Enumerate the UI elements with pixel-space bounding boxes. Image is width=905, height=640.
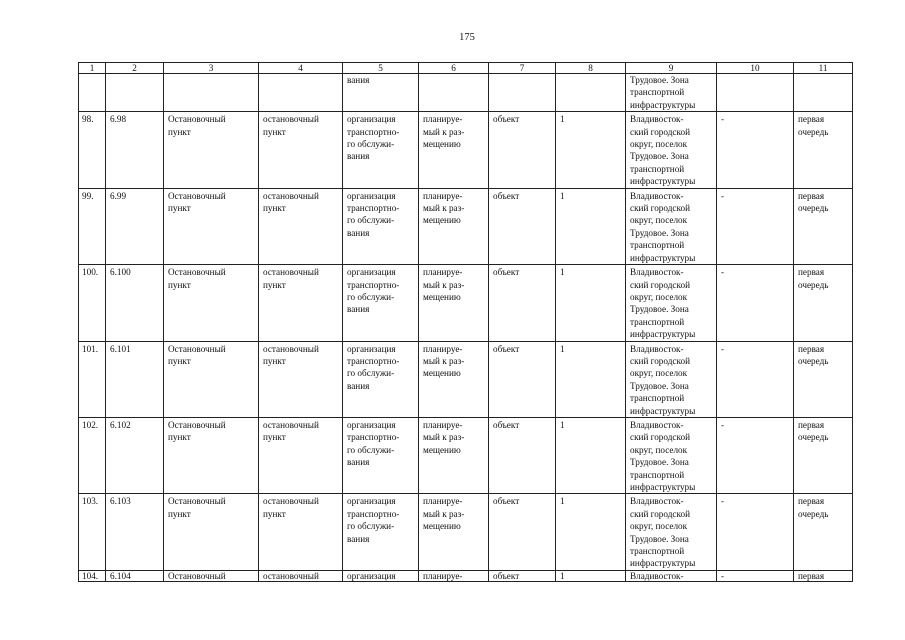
cell-col-zone: - [717, 341, 794, 417]
cell-col-num: 99. [79, 188, 106, 264]
cell-col-purpose: организация транспортно- го обслужи- вания [343, 265, 419, 341]
table-row-continuation [79, 74, 853, 112]
cell-col-status: 6 [419, 63, 489, 74]
cell-col-num: 1 [79, 63, 106, 74]
cell-col-num: 102. [79, 417, 106, 493]
cell-col-name: Остановочный пункт [164, 112, 259, 188]
cell-col-unit: объект [489, 417, 556, 493]
cell-col-qty [556, 74, 626, 112]
cell-col-name [164, 74, 259, 112]
cell-col-stage: первая очередь [794, 417, 853, 493]
cell-col-type: остановочный пункт [259, 494, 343, 570]
cell-col-type [259, 74, 343, 112]
cell-col-status: планируе- [419, 570, 489, 581]
cell-col-num: 103. [79, 494, 106, 570]
cell-col-code: 6.104 [106, 570, 164, 581]
table-row [79, 265, 853, 341]
cell-col-code: 2 [106, 63, 164, 74]
cell-col-name: Остановочный пункт [164, 265, 259, 341]
cell-col-status: планируе- мый к раз- мещению [419, 265, 489, 341]
cell-col-stage: 11 [794, 63, 853, 74]
cell-col-purpose: организация транспортно- го обслужи- вания [343, 112, 419, 188]
table-row [79, 417, 853, 493]
cell-col-purpose: вания [343, 74, 419, 112]
cell-col-qty: 1 [556, 570, 626, 581]
cell-col-name: Остановочный пункт [164, 341, 259, 417]
cell-col-unit [489, 74, 556, 112]
cell-col-name: Остановочный [164, 570, 259, 581]
cell-col-location: Владивосток- ский городской округ, поселок Трудовое. Зона транспортной инфраструктуры [626, 112, 717, 188]
cell-col-qty: 1 [556, 494, 626, 570]
cell-col-unit: объект [489, 188, 556, 264]
cell-col-name: Остановочный пункт [164, 417, 259, 493]
cell-col-zone: - [717, 570, 794, 581]
cell-col-num: 98. [79, 112, 106, 188]
cell-col-zone: - [717, 112, 794, 188]
cell-col-type: остановочный [259, 570, 343, 581]
cell-col-qty: 1 [556, 188, 626, 264]
cell-col-code: 6.103 [106, 494, 164, 570]
cell-col-code: 6.101 [106, 341, 164, 417]
cell-col-type: остановочный пункт [259, 265, 343, 341]
cell-col-name: 3 [164, 63, 259, 74]
cell-col-purpose: организация транспортно- го обслужи- вания [343, 417, 419, 493]
cell-col-location: Трудовое. Зона транспортной инфраструктуры [626, 74, 717, 112]
cell-col-unit: объект [489, 112, 556, 188]
cell-col-stage [794, 74, 853, 112]
cell-col-zone: 10 [717, 63, 794, 74]
cell-col-location: Владивосток- ский городской округ, поселок Трудовое. Зона транспортной инфраструктуры [626, 494, 717, 570]
cell-col-unit: объект [489, 341, 556, 417]
cell-col-code: 6.100 [106, 265, 164, 341]
cell-col-purpose: организация [343, 570, 419, 581]
cell-col-code: 6.99 [106, 188, 164, 264]
table-row [79, 112, 853, 188]
cell-col-qty: 1 [556, 112, 626, 188]
table-row [79, 188, 853, 264]
cell-col-purpose: организация транспортно- го обслужи- вания [343, 188, 419, 264]
cell-col-code: 6.102 [106, 417, 164, 493]
cell-col-type: остановочный пункт [259, 112, 343, 188]
cell-col-num: 104. [79, 570, 106, 581]
cell-col-qty: 1 [556, 417, 626, 493]
cell-col-location: Владивосток- ский городской округ, поселок Трудовое. Зона транспортной инфраструктуры [626, 265, 717, 341]
table-body [79, 63, 853, 582]
cell-col-location: Владивосток- ский городской округ, поселок Трудовое. Зона транспортной инфраструктуры [626, 417, 717, 493]
cell-col-num [79, 74, 106, 112]
cell-col-zone: - [717, 188, 794, 264]
cell-col-code: 6.98 [106, 112, 164, 188]
cell-col-unit: объект [489, 265, 556, 341]
cell-col-unit: 7 [489, 63, 556, 74]
cell-col-status: планируе- мый к раз- мещению [419, 494, 489, 570]
cell-col-name: Остановочный пункт [164, 494, 259, 570]
cell-col-num: 101. [79, 341, 106, 417]
cell-col-name: Остановочный пункт [164, 188, 259, 264]
cell-col-location: Владивосток- [626, 570, 717, 581]
cell-col-code [106, 74, 164, 112]
cell-col-purpose: организация транспортно- го обслужи- вания [343, 341, 419, 417]
cell-col-type: 4 [259, 63, 343, 74]
cell-col-qty: 1 [556, 341, 626, 417]
cell-col-stage: первая очередь [794, 188, 853, 264]
cell-col-stage: первая очередь [794, 494, 853, 570]
cell-col-purpose: 5 [343, 63, 419, 74]
cell-col-type: остановочный пункт [259, 417, 343, 493]
cell-col-status: планируе- мый к раз- мещению [419, 112, 489, 188]
cell-col-status: планируе- мый к раз- мещению [419, 417, 489, 493]
cell-col-type: остановочный пункт [259, 341, 343, 417]
table-row-partial [79, 570, 853, 581]
cell-col-qty: 8 [556, 63, 626, 74]
cell-col-zone: - [717, 265, 794, 341]
cell-col-type: остановочный пункт [259, 188, 343, 264]
document-table [78, 62, 853, 582]
cell-col-stage: первая очередь [794, 112, 853, 188]
cell-col-qty: 1 [556, 265, 626, 341]
cell-col-stage: первая очередь [794, 265, 853, 341]
cell-col-zone: - [717, 494, 794, 570]
cell-col-status [419, 74, 489, 112]
cell-col-zone: - [717, 417, 794, 493]
table-header-row [79, 63, 853, 74]
cell-col-unit: объект [489, 570, 556, 581]
table-row [79, 341, 853, 417]
cell-col-stage: первая очередь [794, 341, 853, 417]
cell-col-stage: первая [794, 570, 853, 581]
cell-col-purpose: организация транспортно- го обслужи- вания [343, 494, 419, 570]
cell-col-status: планируе- мый к раз- мещению [419, 341, 489, 417]
cell-col-zone [717, 74, 794, 112]
cell-col-status: планируе- мый к раз- мещению [419, 188, 489, 264]
table-row [79, 494, 853, 570]
cell-col-location: Владивосток- ский городской округ, поселок Трудовое. Зона транспортной инфраструктуры [626, 188, 717, 264]
cell-col-num: 100. [79, 265, 106, 341]
page-number: 175 [459, 32, 475, 43]
cell-col-unit: объект [489, 494, 556, 570]
cell-col-location: 9 [626, 63, 717, 74]
cell-col-location: Владивосток- ский городской округ, поселок Трудовое. Зона транспортной инфраструктуры [626, 341, 717, 417]
